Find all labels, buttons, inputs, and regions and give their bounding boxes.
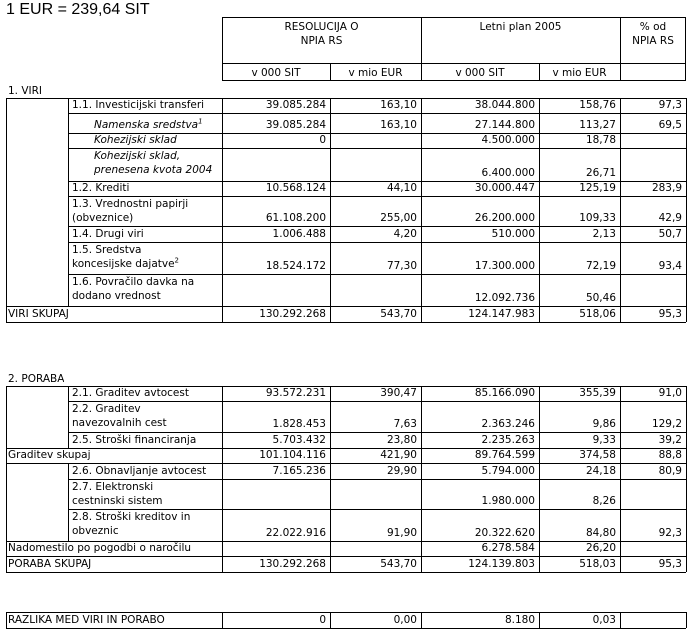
poraba-row-4-pct: 80,9 [658, 465, 682, 477]
viri-row-6-label: 1.4. Drugi viri [72, 228, 144, 240]
grid-line [68, 479, 69, 509]
razlika-label: RAZLIKA MED VIRI IN PORABO [8, 614, 165, 626]
viri-row-4-label: 1.2. Krediti [72, 182, 130, 194]
poraba-row-0-l-sit: 85.166.090 [474, 387, 535, 399]
viri-row-4-l-sit: 30.000.447 [474, 182, 535, 194]
viri-total-l-eur: 518,06 [579, 308, 616, 320]
grid-line [222, 612, 223, 628]
viri-row-6-l-eur: 2,13 [592, 228, 616, 240]
unit-eur-res: v mio EUR [348, 67, 403, 79]
poraba-row-4-l-sit: 5.794.000 [481, 465, 535, 477]
viri-row-8-label-line1: 1.6. Povračilo davka na [72, 276, 195, 288]
viri-row-7-r-sit: 18.524.172 [265, 260, 326, 272]
grid-line [68, 432, 69, 448]
viri-row-1-l-sit: 27.144.800 [474, 119, 535, 131]
poraba-row-5-label-line1: 2.7. Elektronski [72, 481, 154, 493]
poraba-total-label: PORABA SKUPAJ [8, 558, 92, 570]
viri-row-7-l-eur: 72,19 [585, 260, 616, 272]
razlika-l-eur: 0,03 [592, 614, 616, 626]
viri-row-7-label-line1: 1.5. Sredstva [72, 244, 142, 256]
poraba-row-3-l-sit: 89.764.599 [474, 449, 535, 461]
header-pct-line1: % od [639, 21, 667, 33]
poraba-row-0-r-eur: 390,47 [380, 387, 417, 399]
poraba-row-6-r-sit: 22.022.916 [265, 527, 326, 539]
poraba-total-r-sit: 130.292.268 [259, 558, 326, 570]
viri-total-label: VIRI SKUPAJ [8, 308, 69, 320]
poraba-row-6-r-eur: 91,90 [386, 527, 417, 539]
grid-line [330, 98, 331, 322]
viri-row-4-r-sit: 10.568.124 [265, 182, 326, 194]
viri-row-5-label-line2: (obveznice) [72, 212, 134, 224]
poraba-row-4-label: 2.6. Obnavljanje avtocest [72, 465, 207, 477]
viri-row-2-l-sit: 4.500.000 [481, 134, 535, 146]
razlika-r-eur: 0,00 [393, 614, 417, 626]
poraba-row-2-r-eur: 23,80 [386, 434, 417, 446]
poraba-row-7-l-eur: 26,20 [585, 542, 616, 554]
viri-row-7-label-line2: koncesijske dajatve$^2$ [72, 257, 180, 270]
grid-line [421, 98, 422, 322]
viri-row-5-r-sit: 61.108.200 [265, 212, 326, 224]
grid-line [68, 463, 69, 479]
poraba-total-r-eur: 543,70 [380, 558, 417, 570]
header-resolucija-line2: NPIA RS [300, 35, 343, 47]
poraba-row-2-r-sit: 5.703.432 [272, 434, 326, 446]
grid-line [222, 98, 223, 322]
viri-row-7-pct: 93,4 [658, 260, 682, 272]
viri-total-r-eur: 543,70 [380, 308, 417, 320]
viri-total-pct: 95,3 [658, 308, 682, 320]
grid-line [330, 386, 331, 572]
grid-line [620, 98, 621, 322]
poraba-row-4-l-eur: 24,18 [585, 465, 616, 477]
viri-row-0-r-eur: 163,10 [380, 99, 417, 111]
poraba-row-6-l-eur: 84,80 [585, 527, 616, 539]
razlika-l-sit: 8.180 [504, 614, 535, 626]
viri-row-1-r-sit: 39.085.284 [265, 119, 326, 131]
poraba-row-0-label: 2.1. Graditev avtocest [72, 387, 189, 399]
poraba-row-4-r-eur: 29,90 [386, 465, 417, 477]
poraba-row-3-l-eur: 374,58 [579, 449, 616, 461]
grid-line [421, 612, 422, 628]
grid-line [539, 386, 540, 572]
grid-line [686, 612, 687, 628]
viri-row-6-r-eur: 4,20 [393, 228, 417, 240]
grid-line [6, 572, 686, 573]
viri-row-3-l-eur: 26,71 [585, 167, 616, 179]
grid-line [68, 509, 69, 541]
viri-row-3-label-line1: Kohezijski sklad, [94, 150, 181, 162]
poraba-row-3-r-eur: 421,90 [380, 449, 417, 461]
grid-line [539, 612, 540, 628]
poraba-row-3-r-sit: 101.104.116 [259, 449, 326, 461]
poraba-row-2-pct: 39,2 [658, 434, 682, 446]
poraba-row-1-label-line2: navezovalnih cest [72, 417, 167, 429]
poraba-row-1-r-eur: 7,63 [393, 418, 417, 430]
poraba-row-1-l-sit: 2.363.246 [481, 418, 535, 430]
viri-row-8-label-line2: dodano vrednost [72, 290, 161, 302]
grid-line [6, 98, 7, 322]
poraba-row-7-l-sit: 6.278.584 [481, 542, 535, 554]
poraba-row-5-label-line2: cestninski sistem [72, 495, 163, 507]
poraba-row-6-label-line1: 2.8. Stroški kreditov in [72, 511, 191, 523]
viri-row-8-l-sit: 12.092.736 [474, 292, 535, 304]
poraba-row-1-label-line1: 2.2. Graditev [72, 403, 141, 415]
poraba-row-1-pct: 129,2 [651, 418, 682, 430]
viri-row-8-l-eur: 50,46 [585, 292, 616, 304]
poraba-row-6-pct: 92,3 [658, 527, 682, 539]
poraba-row-6-label-line2: obveznic [72, 525, 119, 537]
grid-line [6, 612, 7, 628]
viri-row-4-r-eur: 44,10 [386, 182, 417, 194]
unit-sit-res: v 000 SIT [251, 67, 301, 79]
grid-line [6, 628, 686, 629]
poraba-row-3-pct: 88,8 [658, 449, 682, 461]
unit-eur-letni: v mio EUR [552, 67, 607, 79]
poraba-row-0-pct: 91,0 [658, 387, 682, 399]
viri-row-1-r-eur: 163,10 [380, 119, 417, 131]
grid-line [539, 98, 540, 322]
poraba-row-1-l-eur: 9,86 [592, 418, 616, 430]
poraba-row-2-label: 2.5. Stroški financiranja [72, 434, 197, 446]
header-pct-line2: NPIA RS [632, 35, 674, 47]
section-poraba-title: 2. PORABA [8, 373, 65, 385]
poraba-total-l-eur: 518,03 [579, 558, 616, 570]
grid-line [68, 401, 69, 432]
viri-row-3-l-sit: 6.400.000 [481, 167, 535, 179]
viri-row-6-r-sit: 1.006.488 [272, 228, 326, 240]
poraba-total-pct: 95,3 [658, 558, 682, 570]
viri-row-2-l-eur: 18,78 [585, 134, 616, 146]
grid-line [421, 386, 422, 572]
footnote-marker: 1 [198, 118, 203, 126]
viri-total-r-sit: 130.292.268 [259, 308, 326, 320]
poraba-total-l-sit: 124.139.803 [468, 558, 535, 570]
poraba-row-6-l-sit: 20.322.620 [474, 527, 535, 539]
viri-row-2-r-sit: 0 [319, 134, 326, 146]
grid-line [686, 386, 687, 572]
viri-row-6-l-sit: 510.000 [491, 228, 535, 240]
viri-row-0-r-sit: 39.085.284 [265, 99, 326, 111]
poraba-row-7-label: Nadomestilo po pogodbi o naročilu [8, 542, 192, 554]
viri-row-1-l-eur: 113,27 [579, 119, 616, 131]
grid-line [686, 98, 687, 322]
viri-row-3-label-line2: prenesena kvota 2004 [94, 164, 213, 176]
viri-row-0-label: 1.1. Investicijski transferi [72, 99, 205, 111]
viri-row-2-label: Kohezijski sklad [94, 134, 177, 146]
section-viri-title: 1. VIRI [8, 85, 43, 97]
header-divider [222, 63, 686, 64]
viri-row-7-l-sit: 17.300.000 [474, 260, 535, 272]
grid-line [330, 612, 331, 628]
viri-row-0-l-eur: 158,76 [579, 99, 616, 111]
footnote-marker: 2 [174, 257, 180, 265]
poraba-row-4-r-sit: 7.165.236 [272, 465, 326, 477]
grid-line [68, 386, 69, 401]
viri-row-5-r-eur: 255,00 [380, 212, 417, 224]
grid-line [620, 386, 621, 572]
poraba-row-1-r-sit: 1.828.453 [272, 418, 326, 430]
viri-row-6-pct: 50,7 [658, 228, 682, 240]
grid-line [6, 386, 7, 572]
poraba-row-2-l-sit: 2.235.263 [481, 434, 535, 446]
header-resolucija-line1: RESOLUCIJA O [284, 21, 359, 33]
viri-row-5-l-sit: 26.200.000 [474, 212, 535, 224]
viri-row-4-l-eur: 125,19 [579, 182, 616, 194]
poraba-row-2-l-eur: 9,33 [592, 434, 616, 446]
viri-row-0-pct: 97,3 [658, 99, 682, 111]
poraba-row-0-r-sit: 93.572.231 [265, 387, 326, 399]
viri-row-1-label: Namenska sredstva$^1$ [94, 118, 203, 131]
viri-row-4-pct: 283,9 [651, 182, 682, 194]
grid-line [6, 306, 686, 307]
viri-total-l-sit: 124.147.983 [468, 308, 535, 320]
grid-line [222, 386, 223, 572]
poraba-row-0-l-eur: 355,39 [579, 387, 616, 399]
viri-row-1-pct: 69,5 [658, 119, 682, 131]
grid-line [68, 113, 686, 114]
viri-row-5-label-line1: 1.3. Vrednostni papirji [72, 198, 189, 210]
razlika-r-sit: 0 [319, 614, 326, 626]
poraba-row-5-l-eur: 8,26 [592, 495, 616, 507]
poraba-row-5-l-sit: 1.980.000 [481, 495, 535, 507]
grid-line [6, 322, 686, 323]
poraba-row-3-label: Graditev skupaj [8, 449, 91, 461]
grid-line [620, 612, 621, 628]
exchange-rate: 1 EUR = 239,64 SIT [6, 1, 150, 18]
viri-row-7-r-eur: 77,30 [386, 260, 417, 272]
unit-sit-letni: v 000 SIT [455, 67, 505, 79]
header-letni-plan: Letni plan 2005 [479, 21, 562, 33]
viri-row-5-l-eur: 109,33 [579, 212, 616, 224]
viri-row-0-l-sit: 38.044.800 [474, 99, 535, 111]
grid-line [68, 98, 69, 306]
viri-row-5-pct: 42,9 [658, 212, 682, 224]
